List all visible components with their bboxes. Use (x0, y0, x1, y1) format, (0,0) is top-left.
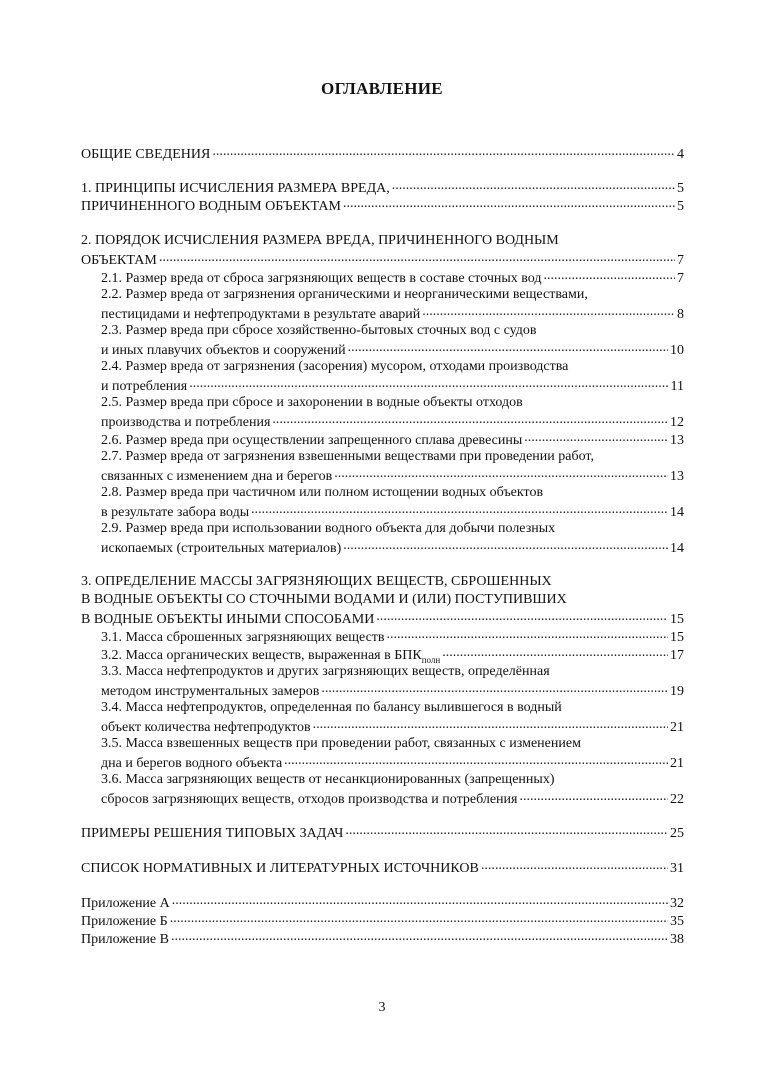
toc-entry-text: ПРИЧИНЕННОГО ВОДНЫМ ОБЪЕКТАМ (81, 199, 341, 214)
toc-entry-sources[interactable] (81, 858, 684, 878)
toc-entry-3-4[interactable]: 3.4. Масса нефтепродуктов, определенная по балансу вылившегося в водный (101, 700, 562, 715)
toc-entry-text: ПРИМЕРЫ РЕШЕНИЯ ТИПОВЫХ ЗАДАЧ (81, 826, 344, 841)
toc-entry-page: 25 (670, 826, 684, 841)
toc-entry-page: 7 (677, 253, 684, 268)
toc-entry-text: ОБЩИЕ СВЕДЕНИЯ (81, 147, 211, 162)
toc-entry-section-1[interactable] (81, 178, 684, 198)
toc-leader-dots (159, 250, 675, 264)
toc-entry-text: В ВОДНЫЕ ОБЪЕКТЫ ИНЫМИ СПОСОБАМИ (81, 612, 375, 627)
toc-entry-text: ОБЪЕКТАМ (81, 253, 157, 268)
toc-entry-2-7[interactable]: 2.7. Размер вреда от загрязнения взвешенными веществами при проведении работ, (101, 449, 594, 464)
toc-entry-2-8-cont[interactable]: в результате забора воды ..... 14 (101, 502, 684, 522)
toc-leader-dots (212, 144, 675, 158)
toc-entry-page: 15 (670, 612, 684, 627)
toc-entry-page: 4 (677, 147, 684, 162)
toc-entry-2-2[interactable]: 2.2. Размер вреда от загрязнения органическими и неорганическими веществами, (101, 287, 588, 302)
toc-entry-examples[interactable] (81, 823, 684, 843)
toc-leader-dots (392, 178, 675, 192)
toc-entry-page: 31 (670, 861, 684, 876)
toc-entry-3-6-cont[interactable]: сбросов загрязняющих веществ, отходов производства и потребления ..... 22 (101, 789, 684, 809)
toc-entry-2-8[interactable]: 2.8. Размер вреда при частичном или полном истощении водных объектов (101, 485, 544, 500)
toc-leader-dots (343, 196, 675, 210)
toc-leader-dots (345, 823, 668, 837)
toc-entry-2-1[interactable]: 2.1. Размер вреда от сброса загрязняющих веществ в составе сточных вод ..... 7 (101, 268, 684, 288)
toc-entry-appendix-b[interactable]: Приложение Б ..... 35 (81, 911, 684, 931)
toc-leader-dots (481, 858, 668, 872)
toc-entry-3-5-cont[interactable]: дна и берегов водного объекта ..... 21 (101, 753, 684, 773)
toc-entry-page: 5 (677, 181, 684, 196)
toc-entry-2-3[interactable]: 2.3. Размер вреда при сбросе хозяйственно-бытовых сточных вод с судов (101, 323, 537, 338)
toc-entry-appendix-v[interactable]: Приложение В ..... 38 (81, 929, 684, 949)
toc-entry-2-5-cont[interactable]: производства и потребления ..... 12 (101, 412, 684, 432)
toc-entry-2-5[interactable]: 2.5. Размер вреда при сбросе и захоронении в водные объекты отходов (101, 395, 523, 410)
toc-entry-page: 5 (677, 199, 684, 214)
toc-entry-text: 1. ПРИНЦИПЫ ИСЧИСЛЕНИЯ РАЗМЕРА ВРЕДА, (81, 181, 390, 196)
toc-entry-general[interactable] (81, 144, 684, 164)
toc-entry-2-2-cont[interactable]: пестицидами и нефтепродуктами в результате аварий ..... 8 (101, 304, 684, 324)
toc-entry-appendix-a[interactable]: Приложение А ..... 32 (81, 893, 684, 913)
toc-entry-section-1-cont[interactable] (81, 196, 684, 216)
page-number: 3 (378, 1000, 386, 1015)
toc-entry-section-3[interactable] (81, 609, 684, 629)
toc-entry-2-9[interactable]: 2.9. Размер вреда при использовании водного объекта для добычи полезных (101, 521, 556, 536)
toc-entry-section-2-heading[interactable]: 2. ПОРЯДОК ИСЧИСЛЕНИЯ РАЗМЕРА ВРЕДА, ПРИЧИНЕННОГО ВОДНЫМ (81, 233, 559, 248)
toc-entry-3-4-cont[interactable]: объект количества нефтепродуктов ..... 21 (101, 717, 684, 737)
toc-entry-3-5[interactable]: 3.5. Масса взвешенных веществ при проведении работ, связанных с изменением (101, 736, 581, 751)
toc-entry-2-7-cont[interactable]: связанных с изменением дна и берегов ..... 13 (101, 466, 684, 486)
toc-entry-text: СПИСОК НОРМАТИВНЫХ И ЛИТЕРАТУРНЫХ ИСТОЧНИКОВ (81, 861, 479, 876)
toc-leader-dots (376, 609, 668, 623)
toc-entry-section-3-heading[interactable]: 3. ОПРЕДЕЛЕНИЕ МАССЫ ЗАГРЯЗНЯЮЩИХ ВЕЩЕСТВ, СБРОШЕННЫХ (81, 574, 552, 589)
toc-entry-2-4[interactable]: 2.4. Размер вреда от загрязнения (засорения) мусором, отходами производства (101, 359, 569, 374)
toc-entry-section-3-heading-cont[interactable]: В ВОДНЫЕ ОБЪЕКТЫ СО СТОЧНЫМИ ВОДАМИ И (ИЛИ) ПОСТУПИВШИХ (81, 592, 567, 607)
toc-entry-2-9-cont[interactable]: ископаемых (строительных материалов) ..... 14 (101, 538, 684, 558)
toc-entry-2-4-cont[interactable]: и потребления ..... 11 (101, 376, 684, 396)
toc-entry-section-2[interactable] (81, 250, 684, 270)
toc-entry-3-2[interactable]: 3.2. Масса органических веществ, выраженная в $БПК_{полн}$ ..... 17 (101, 645, 684, 669)
toc-entry-3-3-cont[interactable]: методом инструментальных замеров ..... 19 (101, 681, 684, 701)
toc-entry-3-3[interactable]: 3.3. Масса нефтепродуктов и других загрязняющих веществ, определённая (101, 664, 550, 679)
page-title: ОГЛАВЛЕНИЕ (321, 79, 443, 98)
toc-entry-3-1[interactable]: 3.1. Масса сброшенных загрязняющих веществ ..... 15 (101, 627, 684, 647)
toc-entry-3-6[interactable]: 3.6. Масса загрязняющих веществ от несанкционированных (запрещенных) (101, 772, 555, 787)
toc-entry-2-6[interactable]: 2.6. Размер вреда при осуществлении запрещенного сплава древесины ..... 13 (101, 430, 684, 450)
toc-entry-2-3-cont[interactable]: и иных плавучих объектов и сооружений ..... 10 (101, 340, 684, 360)
